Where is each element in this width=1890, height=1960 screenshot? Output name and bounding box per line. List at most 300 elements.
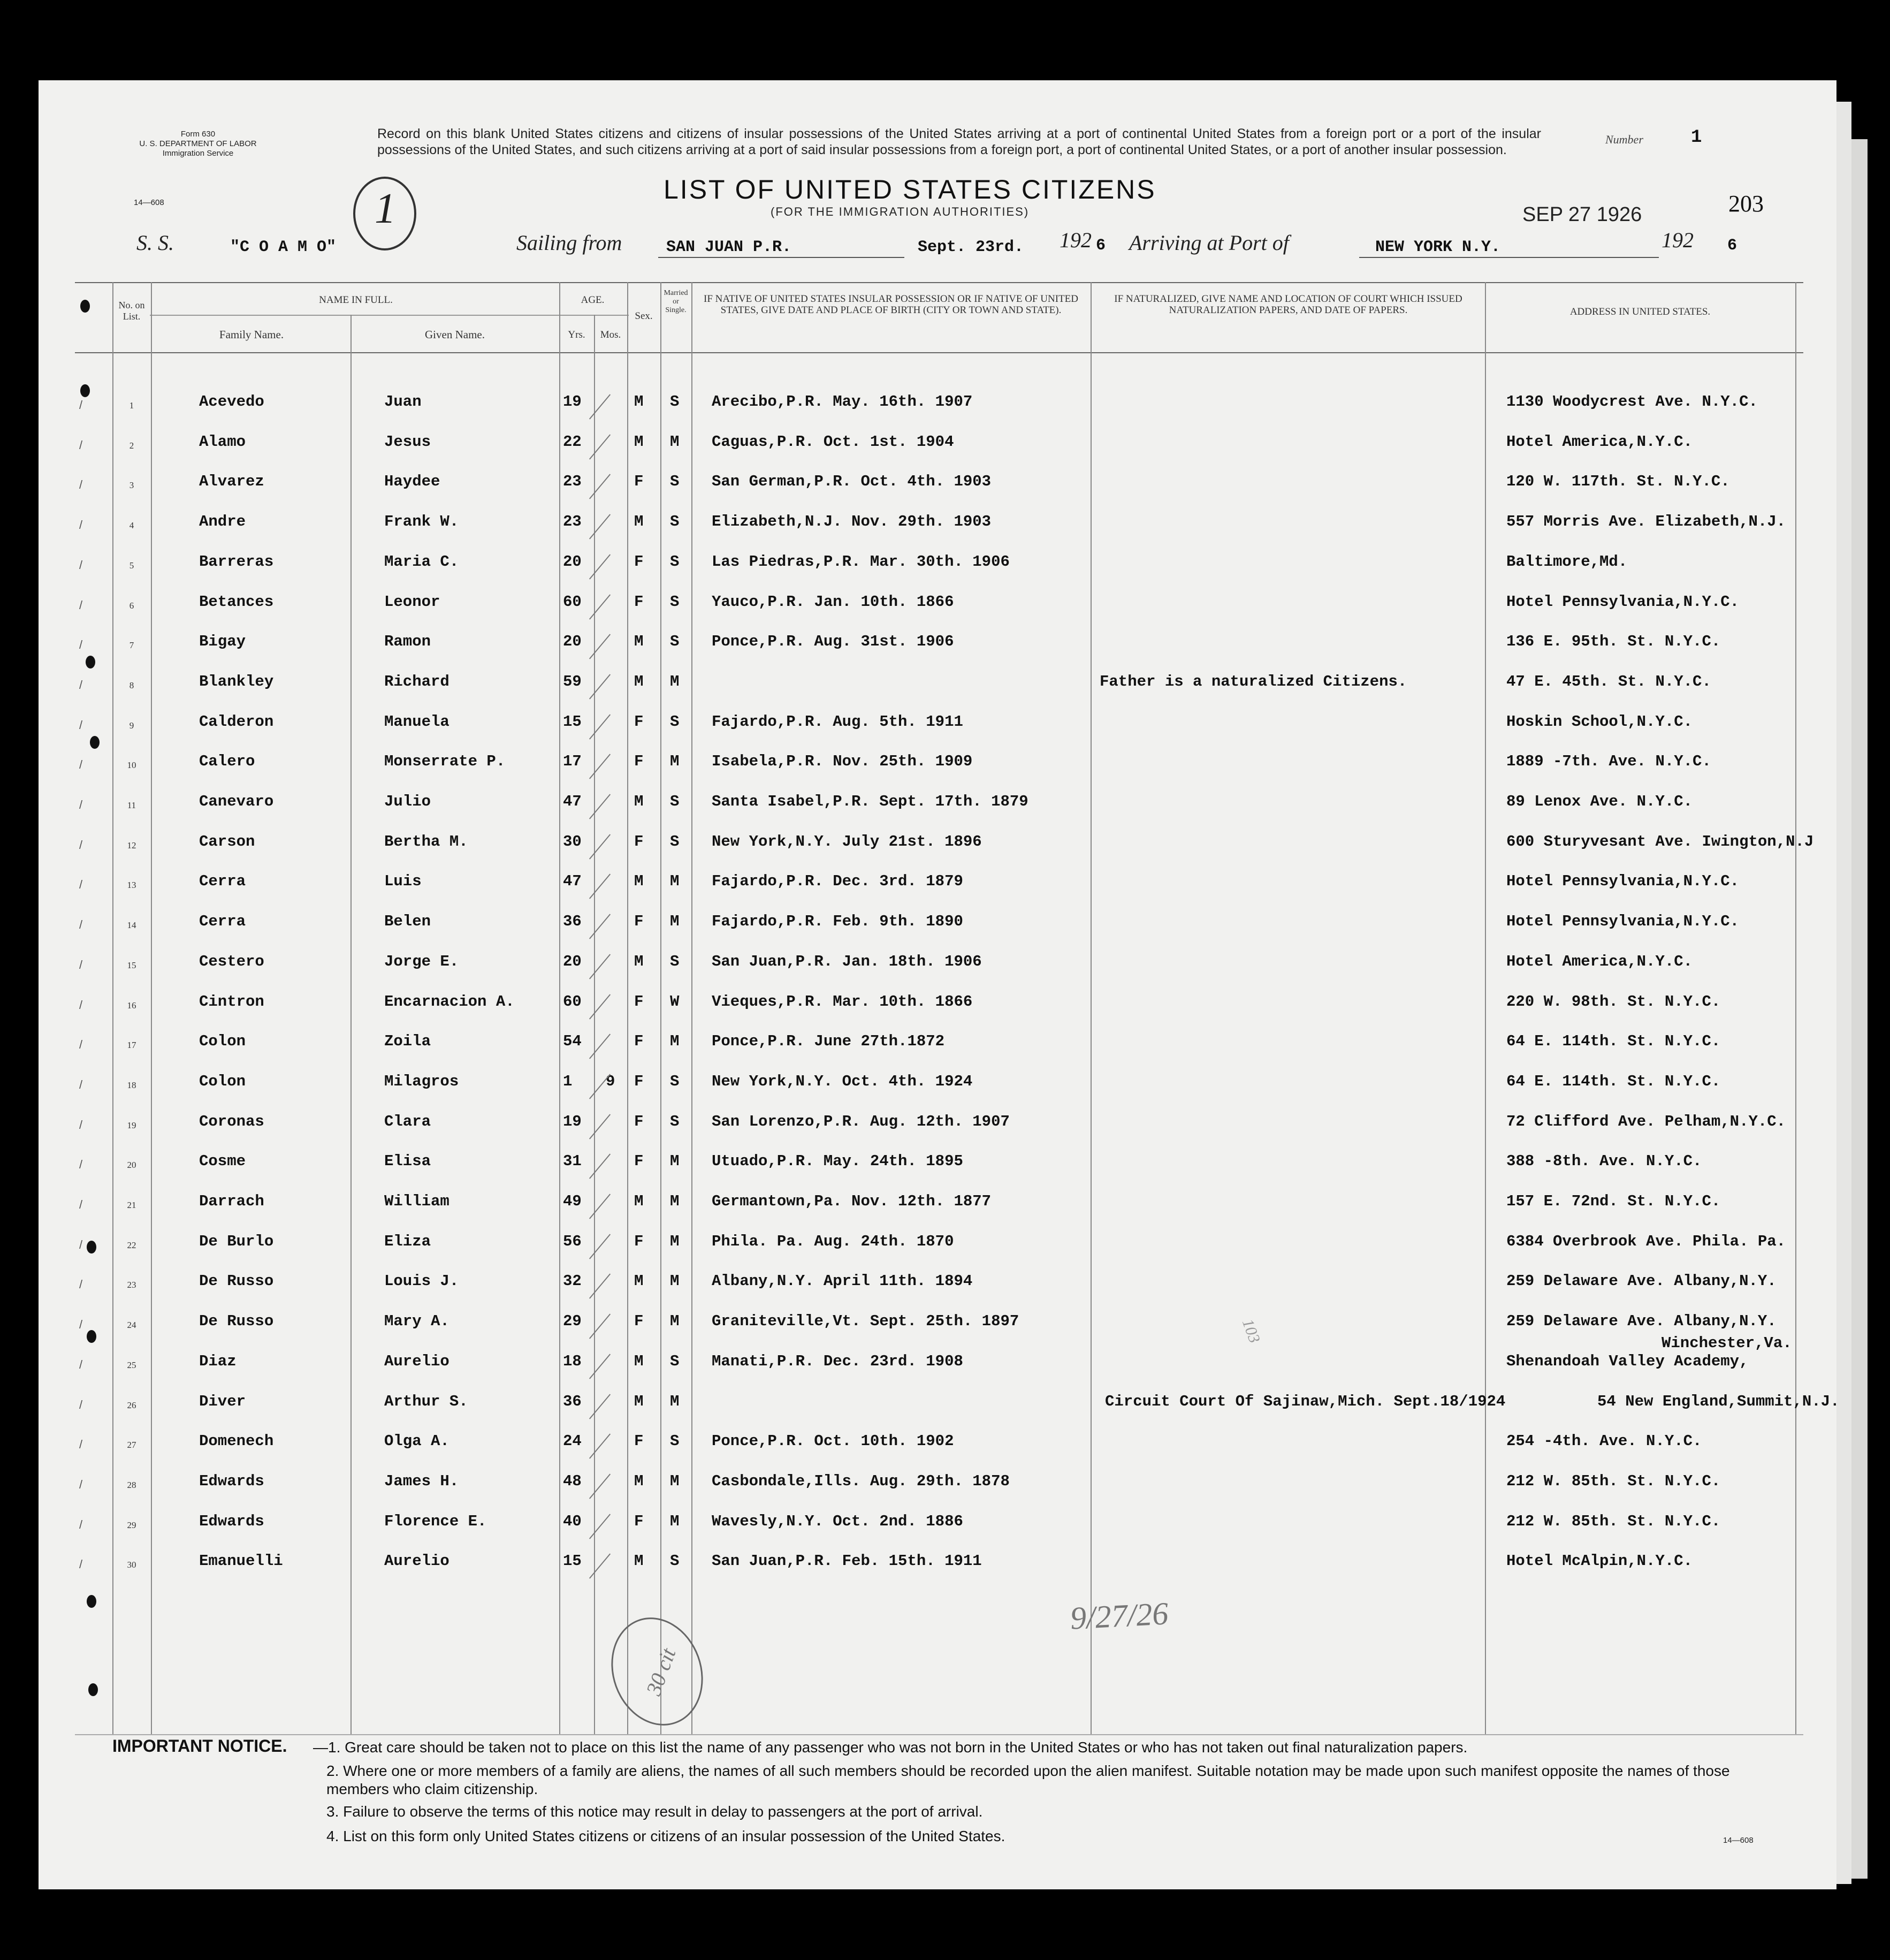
- check-mark: /: [79, 718, 83, 732]
- age-years: 36: [563, 913, 582, 930]
- row-number: 21: [127, 1200, 136, 1210]
- sex: M: [634, 633, 644, 650]
- marital-status: M: [670, 1233, 680, 1250]
- given-name: Manuela: [384, 713, 449, 731]
- age-years: 56: [563, 1233, 582, 1250]
- col-line-2: [151, 282, 152, 1734]
- check-mark: /: [79, 1118, 83, 1131]
- pencil-tick: [589, 834, 611, 859]
- given-name: Louis J.: [384, 1272, 459, 1290]
- row-number: 2: [129, 440, 134, 451]
- family-name: Cestero: [199, 953, 264, 970]
- row-number: 26: [127, 1400, 136, 1410]
- family-name: Colon: [199, 1073, 246, 1090]
- row-number: 17: [127, 1040, 136, 1050]
- notice-heading: IMPORTANT NOTICE.: [112, 1736, 287, 1756]
- family-name: Blankley: [199, 673, 274, 690]
- given-name: Maria C.: [384, 553, 459, 571]
- birth-place-date: Casbondale,Ills. Aug. 29th. 1878: [712, 1472, 1010, 1490]
- given-name: Aurelio: [384, 1353, 449, 1370]
- record-notice: Record on this blank United States citizens and citizens of insular possessions of the United States arriving at a port of continental United States from a foreign port or a port of the insular possessions of the United States, and such citizens arriving at a port of said insular possessions from a foreign port, a port of continental United States, or a port of another insular possession.: [377, 126, 1541, 157]
- birth-place-date: San Lorenzo,P.R. Aug. 12th. 1907: [712, 1113, 1010, 1130]
- given-name: William: [384, 1192, 449, 1210]
- check-mark: /: [79, 918, 83, 931]
- birth-place-date: Ponce,P.R. June 27th.1872: [712, 1032, 945, 1050]
- row-number: 18: [127, 1080, 136, 1090]
- row-number: 12: [127, 840, 136, 850]
- age-years: 1: [563, 1073, 573, 1090]
- row-number: 14: [127, 920, 136, 930]
- us-address: 1130 Woodycrest Ave. N.Y.C.: [1506, 393, 1758, 411]
- sex: M: [634, 1472, 644, 1490]
- birth-place-date: Fajardo,P.R. Dec. 3rd. 1879: [712, 872, 963, 890]
- sex: F: [634, 1432, 644, 1450]
- pencil-tick: [589, 434, 611, 459]
- marital-status: M: [670, 1393, 680, 1410]
- given-name: Julio: [384, 793, 431, 810]
- arrival-year-digit: 6: [1727, 237, 1737, 255]
- col-line-9: [1091, 282, 1092, 1734]
- check-mark: /: [79, 1478, 83, 1491]
- age-years: 32: [563, 1272, 582, 1290]
- marital-status: W: [670, 993, 680, 1011]
- year-prefix: 192: [1060, 228, 1092, 252]
- row-number: 28: [127, 1480, 136, 1490]
- family-name: Canevaro: [199, 793, 274, 810]
- ss-label: S. S.: [136, 231, 174, 255]
- pencil-tick: [589, 474, 611, 499]
- age-years: 60: [563, 593, 582, 611]
- us-address: 136 E. 95th. St. N.Y.C.: [1506, 633, 1721, 650]
- us-address: 254 -4th. Ave. N.Y.C.: [1506, 1432, 1702, 1450]
- age-years: 22: [563, 433, 582, 451]
- sex: F: [634, 1152, 644, 1170]
- pencil-tick: [589, 954, 611, 979]
- sex: F: [634, 713, 644, 731]
- naturalization: Circuit Court Of Sajinaw,Mich. Sept.18/1924: [1105, 1393, 1506, 1410]
- sex: F: [634, 1073, 644, 1090]
- check-mark: /: [79, 1438, 83, 1451]
- sex: F: [634, 593, 644, 611]
- hole-punch: [87, 1595, 96, 1608]
- pencil-tick: [589, 873, 611, 899]
- number-label: Number: [1605, 133, 1643, 146]
- us-address: Baltimore,Md.: [1506, 553, 1628, 571]
- row-number: 4: [129, 520, 134, 530]
- pencil-tick: [589, 554, 611, 579]
- birth-place-date: Santa Isabel,P.R. Sept. 17th. 1879: [712, 793, 1028, 810]
- us-address: Shenandoah Valley Academy,: [1506, 1353, 1749, 1370]
- row-number: 30: [127, 1560, 136, 1570]
- pencil-tick: [589, 634, 611, 659]
- us-address: 212 W. 85th. St. N.Y.C.: [1506, 1472, 1721, 1490]
- check-mark: /: [79, 478, 83, 491]
- given-name: Jorge E.: [384, 953, 459, 970]
- check-mark: /: [79, 1278, 83, 1291]
- marital-status: M: [670, 753, 680, 770]
- check-mark: /: [79, 1398, 83, 1411]
- birth-place-date: Fajardo,P.R. Feb. 9th. 1890: [712, 913, 963, 930]
- age-years: 23: [563, 473, 582, 490]
- pencil-tick: [589, 1514, 611, 1539]
- header-given: Given Name.: [425, 328, 485, 341]
- us-address-upper-line: Winchester,Va.: [1662, 1334, 1792, 1352]
- family-name: Darrach: [199, 1192, 264, 1210]
- notice-item-4: 4. List on this form only United States citizens or citizens of an insular possession of the United States.: [326, 1828, 1005, 1844]
- row-number: 8: [129, 680, 134, 690]
- row-number: 19: [127, 1120, 136, 1130]
- age-years: 17: [563, 753, 582, 770]
- birth-place-date: Phila. Pa. Aug. 24th. 1870: [712, 1233, 954, 1250]
- sex: M: [634, 793, 644, 810]
- us-address: Hotel America,N.Y.C.: [1506, 953, 1693, 970]
- arrival-year-prefix: 192: [1662, 228, 1694, 252]
- marital-status: M: [670, 1272, 680, 1290]
- table-bottom-border: [75, 1734, 1803, 1735]
- col-line-1: [112, 282, 113, 1734]
- marital-status: S: [670, 1353, 680, 1370]
- sex: M: [634, 953, 644, 970]
- col-line-11: [1795, 282, 1796, 1734]
- age-years: 59: [563, 673, 582, 690]
- family-name: Diver: [199, 1393, 246, 1410]
- age-years: 48: [563, 1472, 582, 1490]
- marital-status: M: [670, 1513, 680, 1530]
- given-name: Arthur S.: [384, 1393, 468, 1410]
- birth-place-date: Germantown,Pa. Nov. 12th. 1877: [712, 1192, 992, 1210]
- row-number: 11: [127, 800, 136, 810]
- sex: F: [634, 993, 644, 1011]
- age-years: 24: [563, 1432, 582, 1450]
- check-mark: /: [79, 1318, 83, 1331]
- header-family: Family Name.: [219, 328, 284, 341]
- age-years: 36: [563, 1393, 582, 1410]
- family-name: De Russo: [199, 1272, 274, 1290]
- us-address: Hotel Pennsylvania,N.Y.C.: [1506, 593, 1740, 611]
- marital-status: M: [670, 1152, 680, 1170]
- us-address: Hotel Pennsylvania,N.Y.C.: [1506, 913, 1740, 930]
- birth-place-date: Ponce,P.R. Oct. 10th. 1902: [712, 1432, 954, 1450]
- row-number: 10: [127, 760, 136, 770]
- age-years: 20: [563, 953, 582, 970]
- pencil-tick: [589, 994, 611, 1019]
- document-subtitle: (FOR THE IMMIGRATION AUTHORITIES): [771, 205, 1030, 218]
- pencil-tick: [589, 394, 611, 419]
- birth-place-date: San Juan,P.R. Jan. 18th. 1906: [712, 953, 982, 970]
- check-mark: /: [79, 438, 83, 452]
- sailing-date: Sept. 23rd.: [918, 238, 1024, 256]
- given-name: Zoila: [384, 1032, 431, 1050]
- marital-status: S: [670, 1552, 680, 1570]
- us-address: 259 Delaware Ave. Albany,N.Y.: [1506, 1272, 1777, 1290]
- pencil-tick: [589, 1273, 611, 1298]
- form-service: Immigration Service: [162, 149, 234, 158]
- header-yrs: Yrs.: [568, 329, 585, 340]
- check-mark: /: [79, 678, 83, 692]
- pencil-tick: [589, 1114, 611, 1139]
- family-name: Acevedo: [199, 393, 264, 411]
- check-mark: /: [79, 1038, 83, 1051]
- given-name: Aurelio: [384, 1552, 449, 1570]
- us-address: 220 W. 98th. St. N.Y.C.: [1506, 993, 1721, 1011]
- given-name: James H.: [384, 1472, 459, 1490]
- given-name: Luis: [384, 872, 422, 890]
- family-name: De Burlo: [199, 1233, 274, 1250]
- form-department: U. S. DEPARTMENT OF LABOR: [139, 139, 257, 148]
- pencil-tick: [589, 1473, 611, 1499]
- header-age: AGE.: [581, 294, 605, 306]
- age-months: 9: [606, 1073, 615, 1090]
- us-address: 54 New England,Summit,N.J.: [1597, 1393, 1840, 1410]
- sex: F: [634, 833, 644, 850]
- row-number: 1: [129, 400, 134, 411]
- us-address: 1889 -7th. Ave. N.Y.C.: [1506, 753, 1711, 770]
- row-number: 25: [127, 1360, 136, 1370]
- age-years: 31: [563, 1152, 582, 1170]
- form-number: Form 630: [180, 130, 216, 139]
- check-mark: /: [79, 398, 83, 412]
- check-mark: /: [79, 518, 83, 531]
- row-number: 22: [127, 1240, 136, 1250]
- row-number: 7: [129, 640, 134, 650]
- birth-place-date: Elizabeth,N.J. Nov. 29th. 1903: [712, 513, 992, 530]
- birth-place-date: Las Piedras,P.R. Mar. 30th. 1906: [712, 553, 1010, 571]
- hole-punch: [86, 656, 95, 668]
- given-name: Leonor: [384, 593, 440, 611]
- check-mark: /: [79, 558, 83, 572]
- check-mark: /: [79, 1358, 83, 1371]
- marital-status: S: [670, 593, 680, 611]
- date-stamp: SEP 27 1926: [1522, 203, 1642, 226]
- given-name: Juan: [384, 393, 422, 411]
- birth-place-date: San Juan,P.R. Feb. 15th. 1911: [712, 1552, 982, 1570]
- marital-status: S: [670, 1073, 680, 1090]
- age-years: 20: [563, 553, 582, 571]
- check-mark: /: [79, 1198, 83, 1211]
- header-birth: IF NATIVE OF UNITED STATES INSULAR POSSESSION OR IF NATIVE OF UNITED STATES, GIVE DATE AND PLACE OF BIRTH (CITY OR TOWN AND STATE).: [704, 293, 1078, 316]
- family-name: Calero: [199, 753, 255, 770]
- us-address: 388 -8th. Ave. N.Y.C.: [1506, 1152, 1702, 1170]
- row-number: 3: [129, 480, 134, 490]
- check-mark: /: [79, 1558, 83, 1571]
- family-name: Barreras: [199, 553, 274, 571]
- age-years: 20: [563, 633, 582, 650]
- row-number: 24: [127, 1320, 136, 1330]
- name-subheader-line: [150, 315, 562, 316]
- pencil-tick: [589, 594, 611, 619]
- given-name: Milagros: [384, 1073, 459, 1090]
- sex: F: [634, 1032, 644, 1050]
- us-address: 64 E. 114th. St. N.Y.C.: [1506, 1032, 1721, 1050]
- family-name: Edwards: [199, 1513, 264, 1530]
- marital-status: S: [670, 393, 680, 411]
- marital-status: S: [670, 713, 680, 731]
- marital-status: M: [670, 1472, 680, 1490]
- col-line-4: [559, 282, 560, 1734]
- us-address: 6384 Overbrook Ave. Phila. Pa.: [1506, 1233, 1786, 1250]
- birth-place-date: Wavesly,N.Y. Oct. 2nd. 1886: [712, 1513, 963, 1530]
- number-value: 1: [1691, 127, 1702, 148]
- pencil-tick: [589, 714, 611, 739]
- family-name: Cerra: [199, 872, 246, 890]
- sex: M: [634, 1393, 644, 1410]
- age-years: 23: [563, 513, 582, 530]
- check-mark: /: [79, 598, 83, 612]
- row-number: 9: [129, 720, 134, 731]
- naturalization: Father is a naturalized Citizens.: [1100, 673, 1407, 690]
- given-name: Belen: [384, 913, 431, 930]
- age-years: 30: [563, 833, 582, 850]
- birth-place-date: Vieques,P.R. Mar. 10th. 1866: [712, 993, 973, 1011]
- col-line-8: [691, 282, 692, 1734]
- sex: F: [634, 913, 644, 930]
- row-number: 15: [127, 960, 136, 970]
- header-naturalized: IF NATURALIZED, GIVE NAME AND LOCATION OF COURT WHICH ISSUED NATURALIZATION PAPERS, AND DATE OF PAPERS.: [1114, 293, 1462, 316]
- family-name: Alvarez: [199, 473, 264, 490]
- us-address: Hotel McAlpin,N.Y.C.: [1506, 1552, 1693, 1570]
- us-address: 212 W. 85th. St. N.Y.C.: [1506, 1513, 1721, 1530]
- marital-status: M: [670, 673, 680, 690]
- family-name: Alamo: [199, 433, 246, 451]
- pencil-tick: [589, 1313, 611, 1339]
- birth-place-date: Caguas,P.R. Oct. 1st. 1904: [712, 433, 954, 451]
- us-address: 72 Clifford Ave. Pelham,N.Y.C.: [1506, 1113, 1786, 1130]
- sex: F: [634, 1513, 644, 1530]
- pencil-tick: [589, 1553, 611, 1578]
- sex: M: [634, 1552, 644, 1570]
- sex: F: [634, 1233, 644, 1250]
- header-name: NAME IN FULL.: [319, 294, 393, 306]
- sailing-from: SAN JUAN P.R.: [666, 238, 792, 256]
- marital-status: S: [670, 473, 680, 490]
- col-line-6: [627, 282, 628, 1734]
- marital-status: M: [670, 872, 680, 890]
- us-address: 557 Morris Ave. Elizabeth,N.J.: [1506, 513, 1786, 530]
- age-years: 49: [563, 1192, 582, 1210]
- pencil-signature: 9/27/26: [1069, 1596, 1169, 1636]
- sex: M: [634, 1353, 644, 1370]
- age-years: 15: [563, 1552, 582, 1570]
- birth-place-date: Albany,N.Y. April 11th. 1894: [712, 1272, 973, 1290]
- pencil-tick: [589, 1433, 611, 1458]
- pencil-tick: [589, 1234, 611, 1259]
- pencil-tick: [589, 1194, 611, 1219]
- col-line-7: [660, 282, 661, 1734]
- sex: M: [634, 433, 644, 451]
- year-digit: 6: [1096, 237, 1106, 255]
- header-mos: Mos.: [600, 329, 621, 340]
- form-code: 14—608: [134, 198, 164, 207]
- birth-place-date: Ponce,P.R. Aug. 31st. 1906: [712, 633, 954, 650]
- row-number: 13: [127, 880, 136, 890]
- marital-status: S: [670, 1113, 680, 1130]
- given-name: Haydee: [384, 473, 440, 490]
- family-name: Cerra: [199, 913, 246, 930]
- given-name: Elisa: [384, 1152, 431, 1170]
- given-name: Florence E.: [384, 1513, 487, 1530]
- hole-punch: [90, 736, 100, 749]
- marital-status: M: [670, 433, 680, 451]
- age-years: 47: [563, 793, 582, 810]
- family-name: Cintron: [199, 993, 264, 1011]
- us-address: 259 Delaware Ave. Albany,N.Y.: [1506, 1312, 1777, 1330]
- family-name: Bigay: [199, 633, 246, 650]
- age-years: 19: [563, 393, 582, 411]
- row-number: 20: [127, 1160, 136, 1170]
- row-number: 27: [127, 1440, 136, 1450]
- us-address: Hotel Pennsylvania,N.Y.C.: [1506, 872, 1740, 890]
- col-line-3: [350, 315, 352, 1734]
- document-title: LIST OF UNITED STATES CITIZENS: [664, 174, 1156, 204]
- ship-name: "C O A M O": [230, 238, 337, 256]
- marital-status: M: [670, 1192, 680, 1210]
- marital-status: S: [670, 793, 680, 810]
- birth-place-date: Manati,P.R. Dec. 23rd. 1908: [712, 1353, 963, 1370]
- pencil-tick: [589, 914, 611, 939]
- age-years: 18: [563, 1353, 582, 1370]
- marital-status: S: [670, 553, 680, 571]
- check-mark: /: [79, 1238, 83, 1251]
- pencil-tick: [589, 754, 611, 779]
- hole-punch: [80, 384, 90, 397]
- sex: M: [634, 673, 644, 690]
- check-mark: /: [79, 638, 83, 651]
- marital-status: S: [670, 1432, 680, 1450]
- pencil-tick: [589, 674, 611, 699]
- family-name: De Russo: [199, 1312, 274, 1330]
- check-mark: /: [79, 798, 83, 811]
- header-address: ADDRESS IN UNITED STATES.: [1569, 306, 1711, 317]
- given-name: Ramon: [384, 633, 431, 650]
- row-number: 23: [127, 1280, 136, 1290]
- us-address: Hoskin School,N.Y.C.: [1506, 713, 1693, 731]
- col-line-5: [594, 315, 595, 1734]
- given-name: Richard: [384, 673, 449, 690]
- birth-place-date: Yauco,P.R. Jan. 10th. 1866: [712, 593, 954, 611]
- marital-status: M: [670, 1032, 680, 1050]
- family-name: Diaz: [199, 1353, 237, 1370]
- sex: M: [634, 393, 644, 411]
- check-mark: /: [79, 878, 83, 891]
- family-name: Colon: [199, 1032, 246, 1050]
- age-years: 60: [563, 993, 582, 1011]
- marital-status: M: [670, 1312, 680, 1330]
- row-number: 5: [129, 560, 134, 571]
- family-name: Carson: [199, 833, 255, 850]
- us-address: 157 E. 72nd. St. N.Y.C.: [1506, 1192, 1721, 1210]
- given-name: Monserrate P.: [384, 753, 506, 770]
- arrival-port: NEW YORK N.Y.: [1375, 238, 1501, 256]
- pencil-tick: [589, 1153, 611, 1179]
- given-name: Encarnacion A.: [384, 993, 515, 1011]
- pencil-tick: [589, 1394, 611, 1419]
- sex: F: [634, 553, 644, 571]
- sex: F: [634, 473, 644, 490]
- handwritten-mark: 1: [375, 185, 396, 232]
- us-address: 89 Lenox Ave. N.Y.C.: [1506, 793, 1693, 810]
- sex: F: [634, 753, 644, 770]
- pencil-tick: [589, 514, 611, 539]
- sex: M: [634, 1272, 644, 1290]
- family-name: Andre: [199, 513, 246, 530]
- check-mark: /: [79, 1078, 83, 1091]
- header-no: No. on List.: [118, 300, 145, 322]
- header-married: Married or Single.: [664, 289, 688, 314]
- table-header-border: [75, 352, 1803, 353]
- age-years: 54: [563, 1032, 582, 1050]
- given-name: Jesus: [384, 433, 431, 451]
- pencil-tick: [589, 1354, 611, 1379]
